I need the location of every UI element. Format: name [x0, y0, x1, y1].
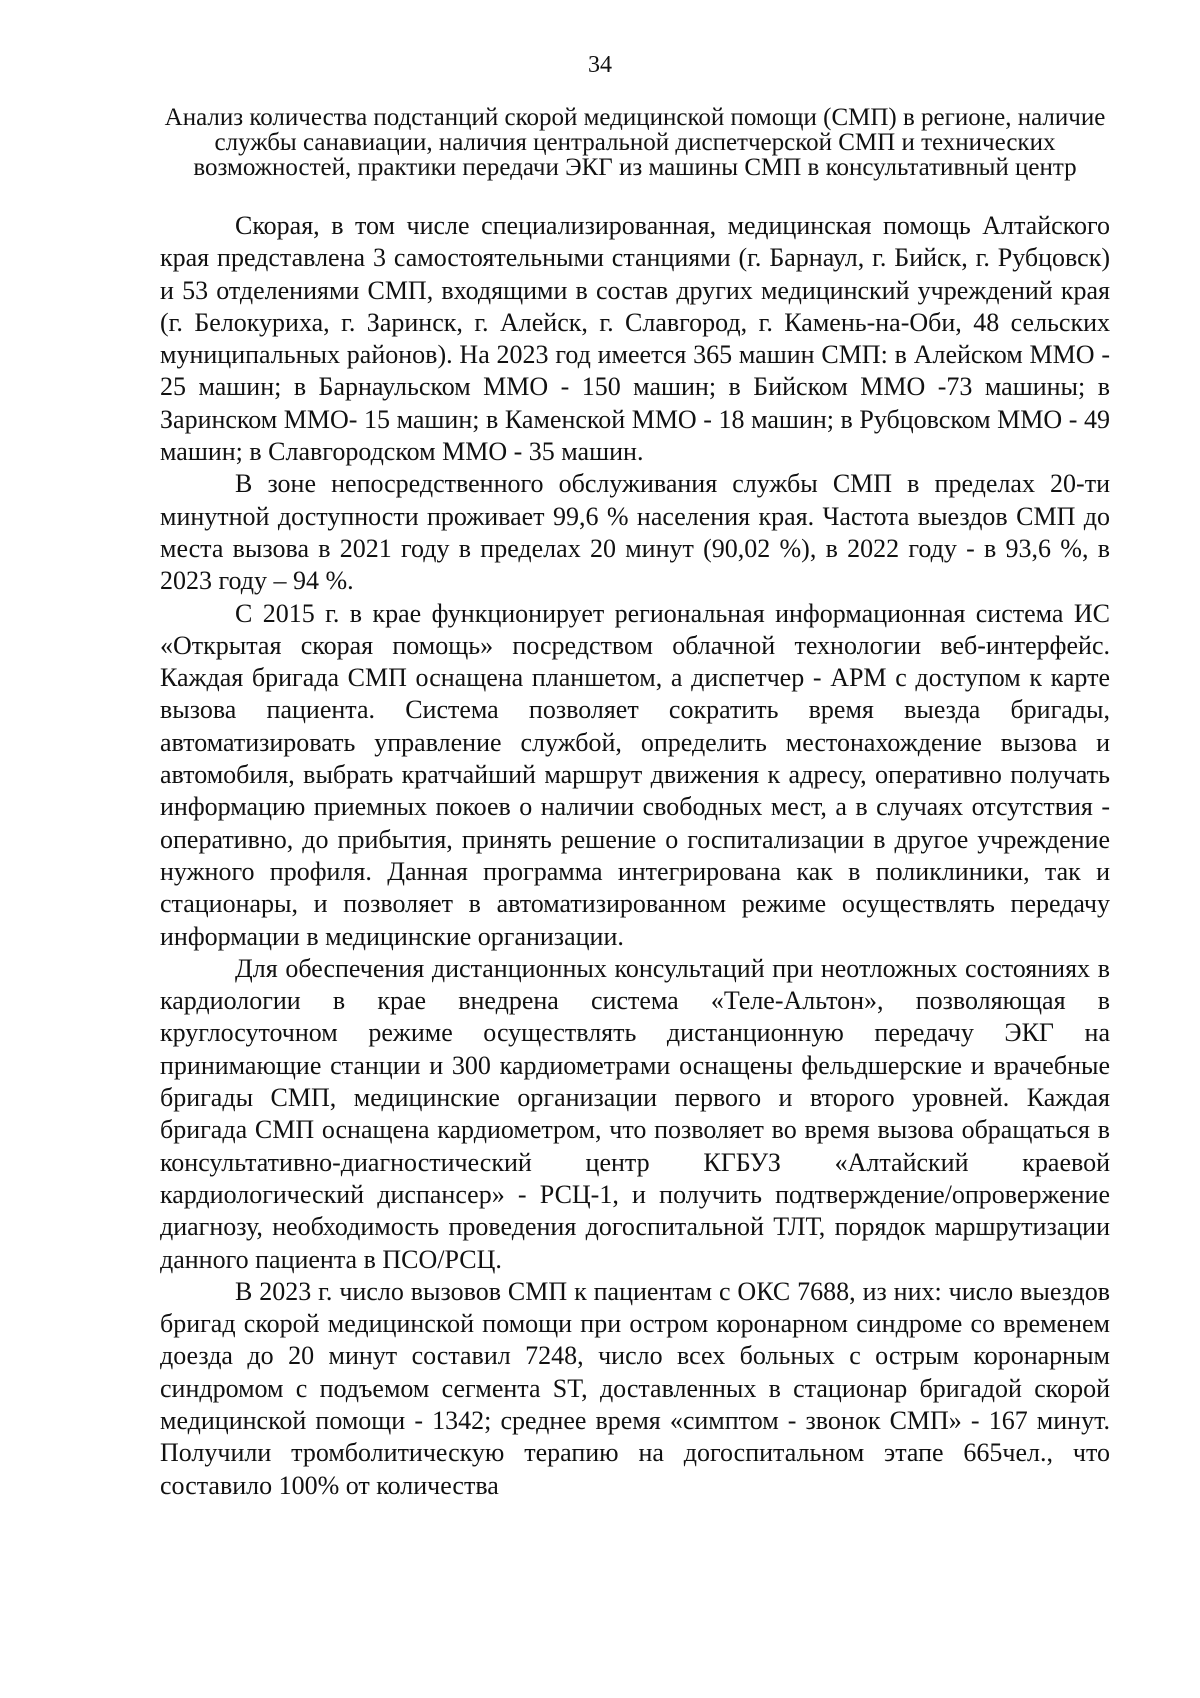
page-number: 34 — [588, 52, 612, 78]
paragraph: Для обеспечения дистанционных консультаций при неотложных состояниях в кардиологии в крае внедрена система «Теле-Альтон», позволяющая в круглосуточном режиме осуществлять дистанционную передачу ЭКГ на принимающие станции и 300 кардиометрами оснащены фельдшерские и врачебные бригады СМП, медицинские организации первого и второго уровней. Каждая бригада СМП оснащена кардиометром, что позволяет во время вызова обращаться в консультативно-диагностический центр КГБУЗ «Алтайский краевой кардиологический диспансер» - РСЦ-1, и получить подтверждение/опровержение диагнозу, необходимость проведения догоспитальной ТЛТ, порядок маршрутизации данного пациента в ПСО/РСЦ. — [160, 953, 1110, 1274]
paragraph: С 2015 г. в крае функционирует региональная информационная система ИС «Открытая скорая помощь» посредством облачной технологии веб-интерфейс. Каждая бригада СМП оснащена планшетом, а диспетчер - АРМ с доступом к карте вызова пациента. Система позволяет сократить время выезда бригады, автоматизировать управление службой, определить местонахождение вызова и автомобиля, выбрать кратчайший маршрут движения к адресу, оперативно получать информацию приемных покоев о наличии свободных мест, а в случаях отсутствия - оперативно, до прибытия, принять решение о госпитализации в другое учреждение нужного профиля. Данная программа интегрирована как в поликлиники, так и стационары, и позволяет в автоматизированном режиме осуществлять передачу информации в медицинские организации. — [160, 598, 1110, 951]
paragraph: В зоне непосредственного обслуживания службы СМП в пределах 20-ти минутной доступности проживает 99,6 % населения края. Частота выездов СМП до места вызова в 2021 году в пределах 20 минут (90,02 %), в 2022 году - в 93,6 %, в 2023 году – 94 %. — [160, 469, 1110, 596]
paragraph: В 2023 г. число вызовов СМП к пациентам с ОКС 7688, из них: число выездов бригад скорой медицинской помощи при остром коронарном синдроме со временем доезда до 20 минут составил 7248, число всех больных с острым коронарным синдромом с подъемом сегмента ST, доставленных в стационар бригадой скорой медицинской помощи - 1342; среднее время «симптом - звонок СМП» - 167 минут. Получили тромболитическую терапию на догоспитальном этапе 665чел., что составило 100% от количества — [160, 1276, 1110, 1500]
document-body — [160, 210, 1110, 1502]
paragraph: Скорая, в том числе специализированная, медицинская помощь Алтайского края представлена 3 самостоятельными станциями (г. Барнаул, г. Бийск, г. Рубцовск) и 53 отделениями СМП, входящими в состав других медицинский учреждений края (г. Белокуриха, г. Заринск, г. Алейск, г. Славгород, г. Камень-на-Оби, 48 сельских муниципальных районов). На 2023 год имеется 365 машин СМП: в Алейском ММО - 25 машин; в Барнаульском ММО - 150 машин; в Бийском ММО -73 машины; в Заринском ММО- 15 машин; в Каменской ММО - 18 машин; в Рубцовском ММО - 49 машин; в Славгородском ММО - 35 машин. — [160, 211, 1110, 467]
section-heading: Анализ количества подстанций скорой медицинской помощи (СМП) в регионе, наличие службы санавиации, наличия центральной диспетчерской СМП и технических возможностей, практики передачи ЭКГ из машины СМП в консультативный центр — [164, 104, 1106, 181]
